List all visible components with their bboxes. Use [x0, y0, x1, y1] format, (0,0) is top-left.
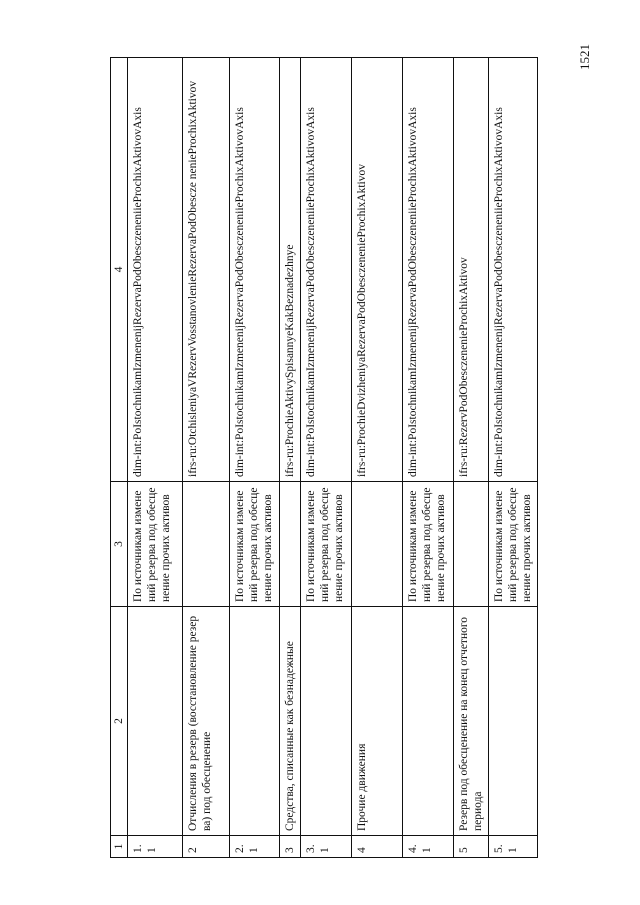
table-row	[454, 58, 489, 858]
table-row	[183, 58, 230, 858]
row-source	[183, 482, 230, 607]
header-row	[111, 58, 128, 858]
row-source	[280, 482, 301, 607]
row-name	[489, 607, 538, 836]
row-code: dim-int:PoIstochnikamIzmenenijRezervaPodObesczeneniieProchixAktivovAxis	[230, 58, 280, 482]
row-name	[128, 607, 183, 836]
row-source: По источникам изменений резерва под обесценение прочих активов	[230, 482, 280, 607]
row-source	[352, 482, 403, 607]
row-source	[454, 482, 489, 607]
row-source: По источникам изменений резерва под обесценение прочих активов	[403, 482, 454, 607]
row-number: 1.1	[128, 836, 183, 858]
header-cell: 3	[111, 482, 128, 607]
row-number: 5	[454, 836, 489, 858]
table-row	[230, 58, 280, 858]
row-name	[301, 607, 352, 836]
header-cell: 2	[111, 607, 128, 836]
row-number: 2	[183, 836, 230, 858]
table-row	[280, 58, 301, 858]
row-number: 4	[352, 836, 403, 858]
table-row	[403, 58, 454, 858]
row-number: 2.1	[230, 836, 280, 858]
row-code: ifrs-ru:ProchieDvizheniyaRezervaPodObesczenenieProchixAktivov	[352, 58, 403, 482]
page-number: 1521	[577, 44, 592, 70]
table-row	[128, 58, 183, 858]
row-code: dim-int:PoIstochnikamIzmenenijRezervaPodObesczeneniieProchixAktivovAxis	[128, 58, 183, 482]
row-name: Резерв под обесценение на конец отчетного периода	[454, 607, 489, 836]
row-code: dim-int:PoIstochnikamIzmenenijRezervaPodObesczeneniieProchixAktivovAxis	[489, 58, 538, 482]
row-code: ifrs-ru:OtchisleniyaVRezervVosstanovlenieRezervaPodObescze nenieProchixAktivov	[183, 58, 230, 482]
row-source: По источникам изменений резерва под обесценение прочих активов	[489, 482, 538, 607]
header-cell: 4	[111, 58, 128, 482]
row-name	[230, 607, 280, 836]
row-code: ifrs-ru:RezervPodObesczenenieProchixAktivov	[454, 58, 489, 482]
row-number: 5.1	[489, 836, 538, 858]
row-number: 3	[280, 836, 301, 858]
row-name: Отчисления в резерв (восстановление резерва) под обесценение	[183, 607, 230, 836]
row-code: dim-int:PoIstochnikamIzmenenijRezervaPodObesczeneniieProchixAktivovAxis	[403, 58, 454, 482]
row-name	[403, 607, 454, 836]
row-number: 4.1	[403, 836, 454, 858]
table-row	[352, 58, 403, 858]
table-row	[301, 58, 352, 858]
row-source: По источникам изменений резерва под обесценение прочих активов	[301, 482, 352, 607]
header-cell: 1	[111, 836, 128, 858]
row-number: 3.1	[301, 836, 352, 858]
row-name: Средства, списанные как безнадежные	[280, 607, 301, 836]
rotated-table-container	[110, 58, 533, 858]
row-name: Прочие движения	[352, 607, 403, 836]
table-row	[489, 58, 538, 858]
row-source: По источникам изменений резерва под обесценение прочих активов	[128, 482, 183, 607]
row-code: dim-int:PoIstochnikamIzmenenijRezervaPodObesczeneniieProchixAktivovAxis	[301, 58, 352, 482]
row-code: ifrs-ru:ProchieAktivySpisannyeKakBeznadezhnye	[280, 58, 301, 482]
taxonomy-table	[110, 57, 538, 858]
